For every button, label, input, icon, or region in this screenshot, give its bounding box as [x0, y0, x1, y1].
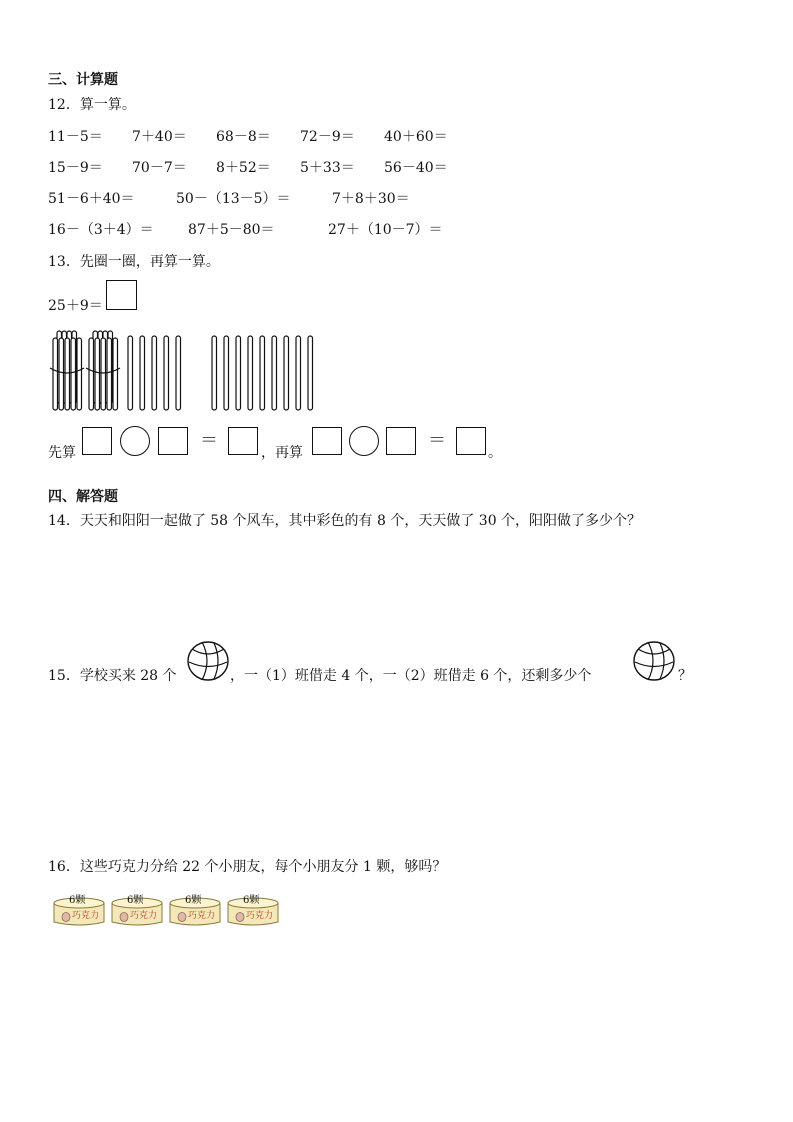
expression: 27＋（10－7）＝ — [328, 222, 443, 238]
answer-box[interactable] — [386, 427, 416, 455]
answer-box[interactable] — [158, 427, 188, 455]
question-12-label: 12．算一算。 — [48, 97, 136, 113]
sentence-end: 。 — [488, 445, 502, 461]
expression: 5＋33＝ — [300, 160, 355, 176]
expression: 8＋52＝ — [216, 160, 271, 176]
section-title: 三、计算题 — [48, 72, 118, 88]
chocolate-box — [168, 895, 222, 927]
expression: 11－5＝ — [48, 129, 103, 145]
expression: 72－9＝ — [300, 129, 355, 145]
equals-sign: ＝ — [428, 430, 446, 451]
section-title: 四、解答题 — [48, 489, 118, 505]
question-15-text: ？ — [678, 668, 692, 684]
chocolate-label: 巧克力 — [188, 911, 216, 921]
expression: 15－9＝ — [48, 160, 103, 176]
chocolate-box — [110, 895, 164, 927]
equals-sign: ＝ — [200, 430, 218, 451]
expression: 51－6＋40＝ — [48, 191, 135, 207]
expression: 16－（3＋4）＝ — [48, 222, 154, 238]
expression: 40＋60＝ — [384, 129, 448, 145]
counting-sticks-illustration — [48, 326, 338, 412]
ball-icon — [186, 640, 230, 682]
ball-icon — [632, 640, 676, 682]
answer-box[interactable] — [106, 280, 137, 310]
answer-box[interactable] — [228, 427, 258, 455]
expression: 70－7＝ — [132, 160, 187, 176]
first-calc-prefix: 先算 — [48, 445, 76, 461]
chocolate-label: 巧克力 — [72, 911, 100, 921]
then-calc-prefix: ，再算 — [261, 445, 303, 461]
expression: 68－8＝ — [216, 129, 271, 145]
question-14-text: 14．天天和阳阳一起做了 58 个风车，其中彩色的有 8 个，天天做了 30 个，阳阳做了多少个？ — [48, 513, 642, 529]
expression: 7＋40＝ — [132, 129, 187, 145]
question-15-text: 15．学校买来 28 个 — [48, 668, 177, 684]
question-15-text: ，一（1）班借走 4 个，一（2）班借走 6 个，还剩多少个 — [230, 668, 592, 684]
chocolate-label: 巧克力 — [246, 911, 274, 921]
chocolate-label: 巧克力 — [130, 911, 158, 921]
expression: 56－40＝ — [384, 160, 448, 176]
expression: 50－（13－5）＝ — [176, 191, 291, 207]
chocolate-count: 6颗 — [127, 895, 144, 906]
answer-box[interactable] — [312, 427, 342, 455]
chocolate-count: 6颗 — [243, 895, 260, 906]
operator-circle[interactable] — [349, 426, 379, 456]
question-13-label: 13．先圈一圈，再算一算。 — [48, 254, 220, 270]
equation-text: 25＋9＝ — [48, 298, 103, 314]
expression: 7＋8＋30＝ — [332, 191, 410, 207]
chocolate-count: 6颗 — [69, 895, 86, 906]
answer-box[interactable] — [82, 427, 112, 455]
operator-circle[interactable] — [120, 426, 150, 456]
chocolate-count: 6颗 — [185, 895, 202, 906]
answer-box[interactable] — [456, 427, 486, 455]
chocolate-box — [226, 895, 280, 927]
expression: 87＋5－80＝ — [188, 222, 275, 238]
chocolate-box — [52, 895, 106, 927]
question-16-text: 16．这些巧克力分给 22 个小朋友，每个小朋友分 1 颗，够吗？ — [48, 859, 447, 875]
